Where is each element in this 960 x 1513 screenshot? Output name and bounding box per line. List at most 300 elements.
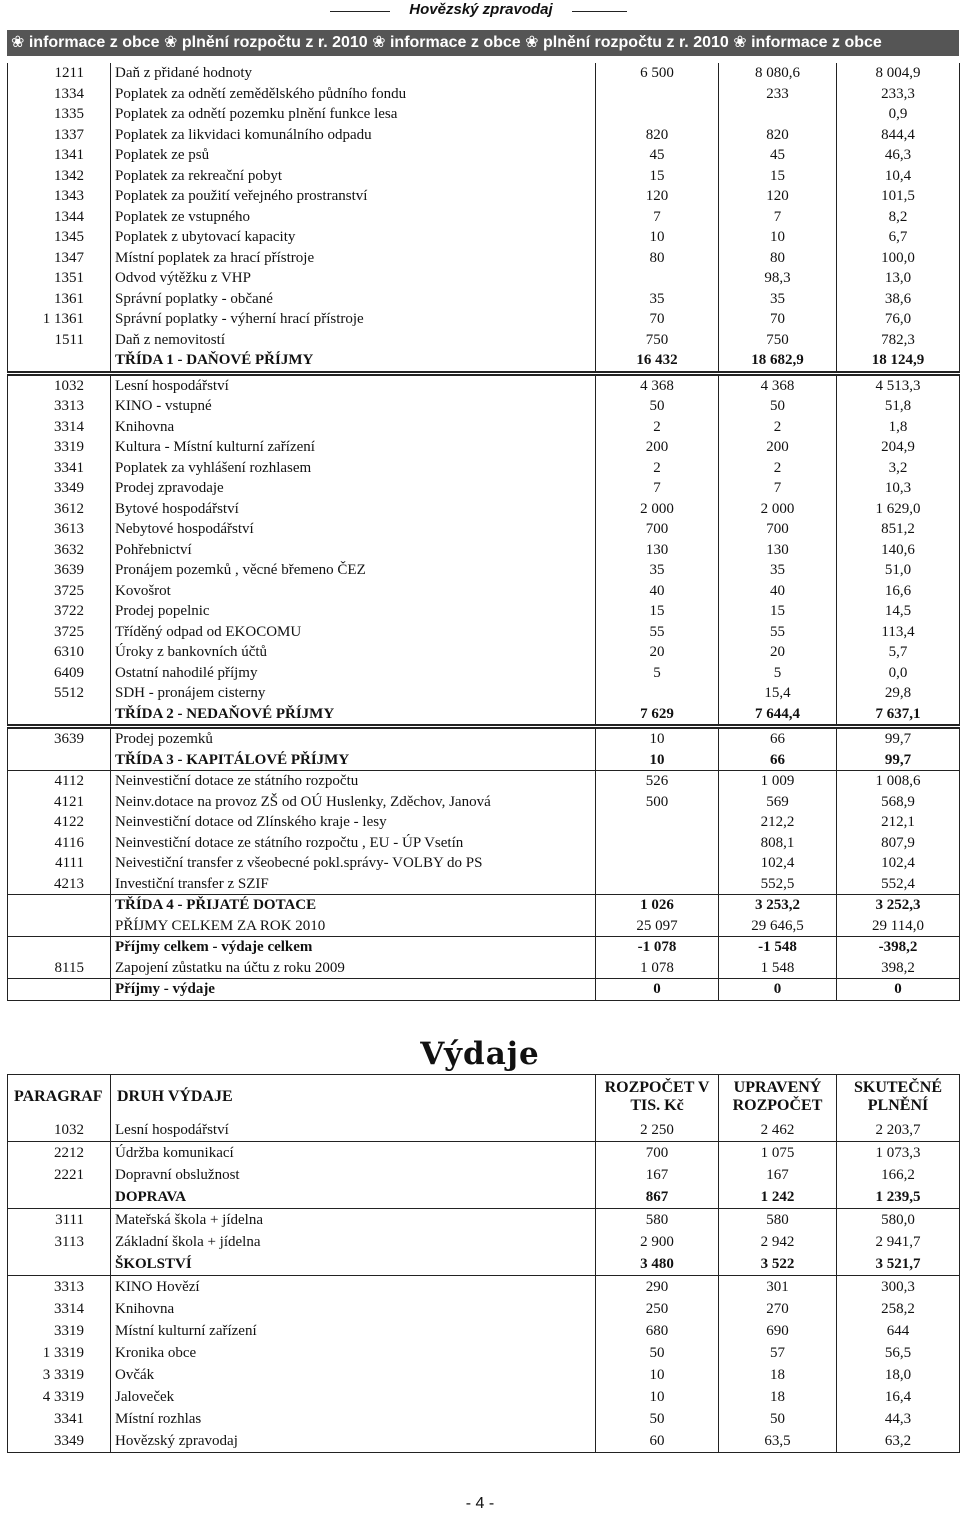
row-code: 4112 [8, 771, 111, 792]
page-header [0, 0, 960, 24]
table-row [8, 166, 960, 187]
row-actual: 552,4 [837, 874, 960, 895]
table-row [8, 145, 960, 166]
row-name: Poplatek za vyhlášení rozhlasem [111, 458, 596, 479]
row-name: Hovězský zpravodaj [111, 1430, 596, 1453]
row-adjusted-budget: 552,5 [719, 874, 837, 895]
row-budget: 25 097 [596, 916, 719, 937]
row-code: 2221 [8, 1164, 111, 1186]
row-budget: 45 [596, 145, 719, 166]
row-code: 3612 [8, 499, 111, 520]
row-code: 2212 [8, 1142, 111, 1165]
row-name: Neivestiční transfer z všeobecné pokl.správy- VOLBY do PS [111, 853, 596, 874]
row-name: Poplatek za odnětí pozemku plnění funkce lesa [111, 104, 596, 125]
row-name: Prodej zpravodaje [111, 478, 596, 499]
row-actual: 16,4 [837, 1386, 960, 1408]
row-adjusted-budget: 2 [719, 458, 837, 479]
table-subtotal-row [8, 895, 960, 916]
table-row [8, 227, 960, 248]
row-adjusted-budget: 15 [719, 166, 837, 187]
table-subtotal-row [8, 1186, 960, 1209]
row-code: 1361 [8, 289, 111, 310]
row-budget: 250 [596, 1298, 719, 1320]
row-code: 3639 [8, 560, 111, 581]
row-budget: 7 [596, 207, 719, 228]
row-name: ŠKOLSTVÍ [111, 1253, 596, 1276]
row-actual: 166,2 [837, 1164, 960, 1186]
row-adjusted-budget: 18 [719, 1364, 837, 1386]
row-name: Neinvestiční dotace ze státního rozpočtu , EU - ÚP Vsetín [111, 833, 596, 854]
row-actual: 100,0 [837, 248, 960, 269]
row-adjusted-budget: 233 [719, 84, 837, 105]
row-adjusted-budget: 66 [719, 750, 837, 771]
row-actual: 8 004,9 [837, 63, 960, 84]
row-adjusted-budget: 120 [719, 186, 837, 207]
row-code: 4122 [8, 812, 111, 833]
row-budget: 40 [596, 581, 719, 602]
row-actual: 140,6 [837, 540, 960, 561]
row-code: 4111 [8, 853, 111, 874]
expenses-header-row [8, 1075, 960, 1120]
row-name: Knihovna [111, 417, 596, 438]
row-actual: 644 [837, 1320, 960, 1342]
row-adjusted-budget: 7 [719, 478, 837, 499]
row-budget: 120 [596, 186, 719, 207]
row-actual: 300,3 [837, 1276, 960, 1299]
table-row [8, 812, 960, 833]
row-actual: 0 [837, 979, 960, 1001]
row-budget: 0 [596, 979, 719, 1001]
table-row [8, 1386, 960, 1408]
row-budget: 3 480 [596, 1253, 719, 1276]
row-name: Kovošrot [111, 581, 596, 602]
row-budget: 2 [596, 417, 719, 438]
row-code: 1 1361 [8, 309, 111, 330]
table-row [8, 125, 960, 146]
row-code: 1032 [8, 373, 111, 396]
row-adjusted-budget: 66 [719, 727, 837, 750]
row-actual: 3 521,7 [837, 1253, 960, 1276]
table-row [8, 289, 960, 310]
row-adjusted-budget: 2 [719, 417, 837, 438]
row-name: Bytové hospodářství [111, 499, 596, 520]
row-actual: 1 008,6 [837, 771, 960, 792]
row-name: Příjmy - výdaje [111, 979, 596, 1001]
row-budget [596, 104, 719, 125]
row-actual: 233,3 [837, 84, 960, 105]
row-actual: 113,4 [837, 622, 960, 643]
row-code: 3319 [8, 1320, 111, 1342]
row-name: Místní poplatek za hrací přístroje [111, 248, 596, 269]
row-code: 3111 [8, 1209, 111, 1232]
row-actual: 8,2 [837, 207, 960, 228]
table-row [8, 833, 960, 854]
row-budget: 6 500 [596, 63, 719, 84]
row-code: 3314 [8, 1298, 111, 1320]
row-budget: 10 [596, 1364, 719, 1386]
row-budget: 35 [596, 560, 719, 581]
row-budget: 2 900 [596, 1231, 719, 1253]
row-budget: 5 [596, 663, 719, 684]
row-adjusted-budget: 18 [719, 1386, 837, 1408]
row-actual: 1 073,3 [837, 1142, 960, 1165]
row-code [8, 1186, 111, 1209]
row-name: SDH - pronájem cisterny [111, 683, 596, 704]
table-row [8, 1142, 960, 1165]
row-code: 3613 [8, 519, 111, 540]
row-budget: 4 368 [596, 373, 719, 396]
row-code: 3632 [8, 540, 111, 561]
row-adjusted-budget: 3 253,2 [719, 895, 837, 916]
row-actual: 0,9 [837, 104, 960, 125]
row-budget: 15 [596, 166, 719, 187]
row-actual: 6,7 [837, 227, 960, 248]
row-code: 3341 [8, 1408, 111, 1430]
row-name: Neinvestiční dotace ze státního rozpočtu [111, 771, 596, 792]
table-row [8, 1276, 960, 1299]
row-name: Dopravní obslužnost [111, 1164, 596, 1186]
row-name: Jaloveček [111, 1386, 596, 1408]
row-actual: 844,4 [837, 125, 960, 146]
row-actual: 51,0 [837, 560, 960, 581]
row-code: 1335 [8, 104, 111, 125]
row-actual: 46,3 [837, 145, 960, 166]
section-banner: ❀ informace z obce ❀ plnění rozpočtu z r. 2010 ❀ informace z obce ❀ plnění rozpočtu z r. 2010 ❀ informace z obce [7, 30, 959, 56]
row-code [8, 704, 111, 727]
row-name: Pohřebnictví [111, 540, 596, 561]
row-budget: 820 [596, 125, 719, 146]
row-name: Úroky z bankovních účtů [111, 642, 596, 663]
table-row [8, 248, 960, 269]
row-name: KINO - vstupné [111, 396, 596, 417]
row-actual: 101,5 [837, 186, 960, 207]
row-name: Kronika obce [111, 1342, 596, 1364]
row-budget: 7 [596, 478, 719, 499]
row-code: 3319 [8, 437, 111, 458]
row-actual: -398,2 [837, 937, 960, 958]
row-name: Kultura - Místní kulturní zařízení [111, 437, 596, 458]
row-actual: 76,0 [837, 309, 960, 330]
table-row [8, 642, 960, 663]
row-adjusted-budget: 2 462 [719, 1119, 837, 1142]
table-row [8, 396, 960, 417]
table-row [8, 417, 960, 438]
row-actual: 1,8 [837, 417, 960, 438]
row-adjusted-budget: 70 [719, 309, 837, 330]
page-number: - 4 - [465, 1495, 495, 1512]
table-row [8, 771, 960, 792]
row-actual: 258,2 [837, 1298, 960, 1320]
row-actual: 807,9 [837, 833, 960, 854]
row-actual: 38,6 [837, 289, 960, 310]
table-row [8, 186, 960, 207]
row-adjusted-budget: 15 [719, 601, 837, 622]
row-code: 3313 [8, 1276, 111, 1299]
row-actual: 1 629,0 [837, 499, 960, 520]
table-row [8, 373, 960, 396]
row-name: TŘÍDA 4 - PŘIJATÉ DOTACE [111, 895, 596, 916]
row-code: 4 3319 [8, 1386, 111, 1408]
row-budget: 10 [596, 1386, 719, 1408]
row-adjusted-budget: 130 [719, 540, 837, 561]
row-budget [596, 683, 719, 704]
row-code: 1347 [8, 248, 111, 269]
row-code: 8115 [8, 958, 111, 979]
row-name: Neinv.dotace na provoz ZŠ od OÚ Huslenky, Zděchov, Janová [111, 792, 596, 813]
row-budget: 50 [596, 1408, 719, 1430]
row-actual: 568,9 [837, 792, 960, 813]
row-actual: 1 239,5 [837, 1186, 960, 1209]
row-budget: 16 432 [596, 350, 719, 373]
table-row [8, 1342, 960, 1364]
table-row [8, 727, 960, 750]
row-budget [596, 84, 719, 105]
row-adjusted-budget: 18 682,9 [719, 350, 837, 373]
row-adjusted-budget: 50 [719, 396, 837, 417]
row-name: Investiční transfer z SZIF [111, 874, 596, 895]
table-subtotal-row [8, 1253, 960, 1276]
row-adjusted-budget: 212,2 [719, 812, 837, 833]
row-budget: 1 078 [596, 958, 719, 979]
table-row [8, 1320, 960, 1342]
row-budget: 60 [596, 1430, 719, 1453]
row-actual: 44,3 [837, 1408, 960, 1430]
table-subtotal-row [8, 750, 960, 771]
row-budget: -1 078 [596, 937, 719, 958]
row-code: 3725 [8, 622, 111, 643]
table-row [8, 478, 960, 499]
row-name: Místní kulturní zařízení [111, 1320, 596, 1342]
header-rozpocet: ROZPOČET V TIS. Kč [596, 1075, 719, 1120]
row-budget: 15 [596, 601, 719, 622]
row-adjusted-budget: 35 [719, 289, 837, 310]
table-row [8, 683, 960, 704]
table-row [8, 874, 960, 895]
row-code: 3349 [8, 478, 111, 499]
row-adjusted-budget: 750 [719, 330, 837, 351]
row-code: 3639 [8, 727, 111, 750]
row-name: Daň z nemovitostí [111, 330, 596, 351]
expenses-table-body [8, 1119, 960, 1453]
row-code [8, 916, 111, 937]
row-name: DOPRAVA [111, 1186, 596, 1209]
table-row [8, 560, 960, 581]
table-row [8, 581, 960, 602]
row-actual: 14,5 [837, 601, 960, 622]
row-budget: 580 [596, 1209, 719, 1232]
row-budget: 680 [596, 1320, 719, 1342]
row-code [8, 895, 111, 916]
row-adjusted-budget: 270 [719, 1298, 837, 1320]
row-adjusted-budget: 98,3 [719, 268, 837, 289]
row-budget: 7 629 [596, 704, 719, 727]
row-code: 3722 [8, 601, 111, 622]
row-actual: 99,7 [837, 750, 960, 771]
row-budget: 130 [596, 540, 719, 561]
row-code: 1344 [8, 207, 111, 228]
row-code: 1511 [8, 330, 111, 351]
expenses-table [7, 1074, 960, 1453]
row-actual: 99,7 [837, 727, 960, 750]
row-adjusted-budget: 569 [719, 792, 837, 813]
row-adjusted-budget: -1 548 [719, 937, 837, 958]
row-budget: 80 [596, 248, 719, 269]
table-row [8, 663, 960, 684]
table-subtotal-row [8, 350, 960, 373]
row-budget: 20 [596, 642, 719, 663]
row-actual: 5,7 [837, 642, 960, 663]
row-name: Lesní hospodářství [111, 1119, 596, 1142]
row-adjusted-budget: 80 [719, 248, 837, 269]
row-actual: 204,9 [837, 437, 960, 458]
row-budget: 290 [596, 1276, 719, 1299]
row-adjusted-budget: 7 [719, 207, 837, 228]
row-budget [596, 874, 719, 895]
row-code: 1337 [8, 125, 111, 146]
row-code: 1351 [8, 268, 111, 289]
row-budget: 867 [596, 1186, 719, 1209]
row-budget [596, 812, 719, 833]
row-actual: 29,8 [837, 683, 960, 704]
row-name: Lesní hospodářství [111, 373, 596, 396]
table-row [8, 622, 960, 643]
row-budget: 10 [596, 727, 719, 750]
row-budget [596, 833, 719, 854]
row-adjusted-budget: 167 [719, 1164, 837, 1186]
row-actual: 4 513,3 [837, 373, 960, 396]
row-budget: 50 [596, 1342, 719, 1364]
table-row [8, 540, 960, 561]
row-actual: 56,5 [837, 1342, 960, 1364]
row-code: 3113 [8, 1231, 111, 1253]
header-paragraf: PARAGRAF [8, 1075, 111, 1120]
row-name: Místní rozhlas [111, 1408, 596, 1430]
table-row [8, 1209, 960, 1232]
row-adjusted-budget: 15,4 [719, 683, 837, 704]
table-row [8, 1364, 960, 1386]
table-row [8, 792, 960, 813]
row-adjusted-budget: 10 [719, 227, 837, 248]
row-adjusted-budget: 301 [719, 1276, 837, 1299]
row-actual: 63,2 [837, 1430, 960, 1453]
row-name: TŘÍDA 1 - DAŇOVÉ PŘÍJMY [111, 350, 596, 373]
row-adjusted-budget: 57 [719, 1342, 837, 1364]
row-adjusted-budget: 29 646,5 [719, 916, 837, 937]
row-code [8, 750, 111, 771]
row-name: Ostatní nahodilé příjmy [111, 663, 596, 684]
row-budget: 70 [596, 309, 719, 330]
row-actual: 10,4 [837, 166, 960, 187]
row-code: 5512 [8, 683, 111, 704]
row-code: 4121 [8, 792, 111, 813]
row-adjusted-budget: 3 522 [719, 1253, 837, 1276]
row-name: Ovčák [111, 1364, 596, 1386]
row-budget: 2 [596, 458, 719, 479]
table-subtotal-row [8, 704, 960, 727]
row-actual: 2 203,7 [837, 1119, 960, 1142]
table-row [8, 1164, 960, 1186]
row-adjusted-budget: 35 [719, 560, 837, 581]
row-adjusted-budget: 7 644,4 [719, 704, 837, 727]
row-budget: 500 [596, 792, 719, 813]
row-code: 1342 [8, 166, 111, 187]
row-adjusted-budget: 1 075 [719, 1142, 837, 1165]
row-name: Poplatek z ubytovací kapacity [111, 227, 596, 248]
row-adjusted-budget: 690 [719, 1320, 837, 1342]
table-row [8, 958, 960, 979]
row-adjusted-budget: 5 [719, 663, 837, 684]
row-name: Poplatek za odnětí zemědělského půdního fondu [111, 84, 596, 105]
table-subtotal-row [8, 937, 960, 958]
row-budget: 2 250 [596, 1119, 719, 1142]
row-code: 1211 [8, 63, 111, 84]
row-adjusted-budget: 1 242 [719, 1186, 837, 1209]
row-name: Prodej pozemků [111, 727, 596, 750]
row-adjusted-budget: 8 080,6 [719, 63, 837, 84]
row-budget: 750 [596, 330, 719, 351]
row-budget [596, 853, 719, 874]
row-adjusted-budget: 102,4 [719, 853, 837, 874]
row-adjusted-budget: 808,1 [719, 833, 837, 854]
table-row [8, 437, 960, 458]
row-name: Údržba komunikací [111, 1142, 596, 1165]
row-code: 3 3319 [8, 1364, 111, 1386]
table-row [8, 1119, 960, 1142]
header-rule-left [330, 11, 390, 12]
row-name: Základní škola + jídelna [111, 1231, 596, 1253]
row-actual: 212,1 [837, 812, 960, 833]
row-adjusted-budget: 700 [719, 519, 837, 540]
row-actual: 13,0 [837, 268, 960, 289]
row-code [8, 937, 111, 958]
table-row [8, 916, 960, 937]
row-adjusted-budget: 2 000 [719, 499, 837, 520]
row-name: Příjmy celkem - výdaje celkem [111, 937, 596, 958]
row-name: PŘÍJMY CELKEM ZA ROK 2010 [111, 916, 596, 937]
table-row [8, 268, 960, 289]
expenses-title: Výdaje [420, 1036, 540, 1072]
row-actual: 102,4 [837, 853, 960, 874]
row-adjusted-budget: 820 [719, 125, 837, 146]
row-adjusted-budget: 580 [719, 1209, 837, 1232]
table-row [8, 330, 960, 351]
row-code [8, 979, 111, 1001]
row-code: 4213 [8, 874, 111, 895]
table-row [8, 499, 960, 520]
row-name: Poplatek za likvidaci komunálního odpadu [111, 125, 596, 146]
table-row [8, 1231, 960, 1253]
row-name: Poplatek ze vstupného [111, 207, 596, 228]
row-actual: 29 114,0 [837, 916, 960, 937]
row-name: Daň z přidané hodnoty [111, 63, 596, 84]
row-actual: 18,0 [837, 1364, 960, 1386]
row-budget: 1 026 [596, 895, 719, 916]
row-adjusted-budget [719, 104, 837, 125]
row-actual: 782,3 [837, 330, 960, 351]
row-name: Mateřská škola + jídelna [111, 1209, 596, 1232]
header-rule-right [572, 11, 627, 12]
row-adjusted-budget: 20 [719, 642, 837, 663]
table-row [8, 63, 960, 84]
row-code [8, 350, 111, 373]
row-budget: 50 [596, 396, 719, 417]
row-name: Poplatek ze psů [111, 145, 596, 166]
table-row [8, 601, 960, 622]
row-code: 1343 [8, 186, 111, 207]
row-actual: 0,0 [837, 663, 960, 684]
income-table-body [8, 63, 960, 1000]
row-code: 1345 [8, 227, 111, 248]
